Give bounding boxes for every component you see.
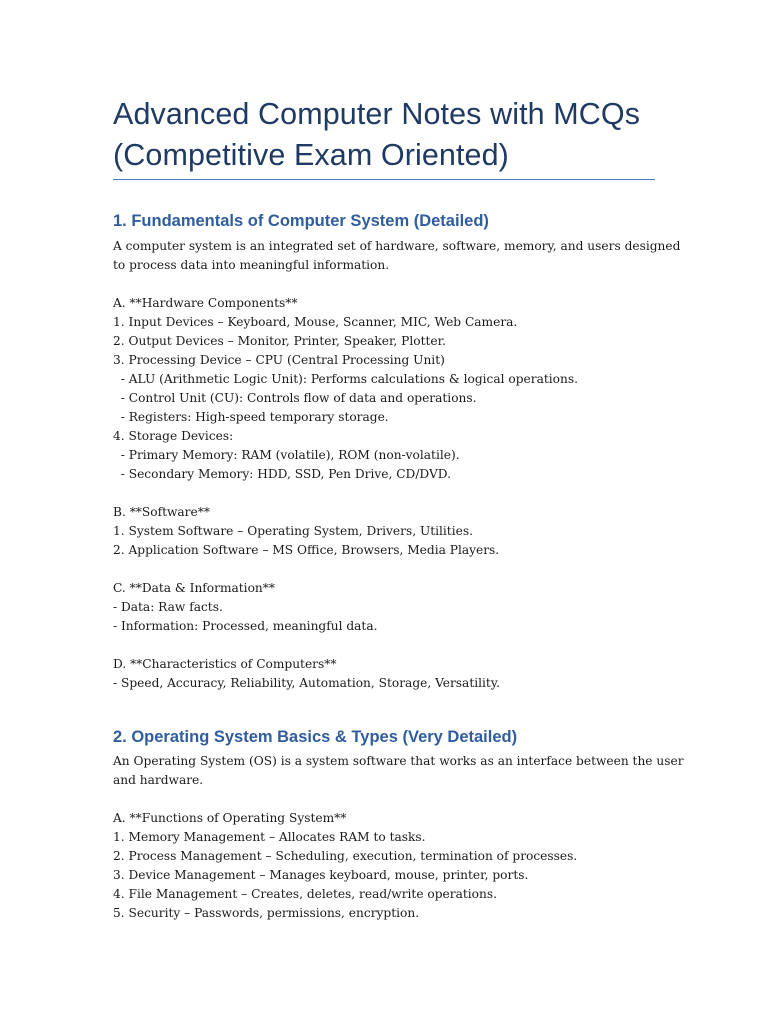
list-item: 2. Process Management – Scheduling, execution, termination of processes. [113,849,578,863]
paragraph-line: to process data into meaningful information. [113,258,390,272]
subheading-line: B. **Software** [113,505,210,519]
subheading-line: D. **Characteristics of Computers** [113,657,337,671]
title-underline [113,179,655,180]
list-item: - Speed, Accuracy, Reliability, Automation, Storage, Versatility. [113,676,500,690]
document-title-line-1: Advanced Computer Notes with MCQs [113,97,641,131]
subheading-line: C. **Data & Information** [113,581,275,595]
list-item: - Secondary Memory: HDD, SSD, Pen Drive, CD/DVD. [113,467,451,481]
section-1-heading: 1. Fundamentals of Computer System (Detailed) [113,212,489,230]
subheading-line: A. **Hardware Components** [113,296,298,310]
list-item: 1. Input Devices – Keyboard, Mouse, Scanner, MIC, Web Camera. [113,315,518,329]
blank-line [113,636,658,655]
paragraph-line: An Operating System (OS) is a system software that works as an interface between the user [113,754,684,768]
section-2-body [113,752,684,923]
list-item: - ALU (Arithmetic Logic Unit): Performs calculations & logical operations. [113,372,578,386]
list-item: 2. Output Devices – Monitor, Printer, Speaker, Plotter. [113,334,446,348]
list-item: 1. System Software – Operating System, Drivers, Utilities. [113,524,473,538]
list-item: 4. Storage Devices: [113,429,234,443]
list-item: - Registers: High-speed temporary storage. [113,410,389,424]
blank-line [113,560,658,579]
section-1-body [113,237,681,693]
list-item: 4. File Management – Creates, deletes, read/write operations. [113,887,497,901]
document-title-line-2: (Competitive Exam Oriented) [113,138,509,172]
list-item: - Primary Memory: RAM (volatile), ROM (non-volatile). [113,448,460,462]
list-item: 3. Device Management – Manages keyboard, mouse, printer, ports. [113,868,529,882]
list-item: - Information: Processed, meaningful data. [113,619,378,633]
document-title [113,94,673,176]
section-2-heading: 2. Operating System Basics & Types (Very Detailed) [113,728,518,746]
blank-line [113,275,658,294]
blank-line [113,790,658,809]
list-item: 5. Security – Passwords, permissions, encryption. [113,906,420,920]
list-item: 2. Application Software – MS Office, Browsers, Media Players. [113,543,500,557]
paragraph-line: A computer system is an integrated set of hardware, software, memory, and users designed [113,239,681,253]
blank-line [113,484,658,503]
list-item: 1. Memory Management – Allocates RAM to tasks. [113,830,426,844]
subheading-line: A. **Functions of Operating System** [113,811,347,825]
list-item: - Control Unit (CU): Controls flow of data and operations. [113,391,477,405]
list-item: - Data: Raw facts. [113,600,223,614]
paragraph-line: and hardware. [113,773,204,787]
list-item: 3. Processing Device – CPU (Central Processing Unit) [113,353,445,367]
